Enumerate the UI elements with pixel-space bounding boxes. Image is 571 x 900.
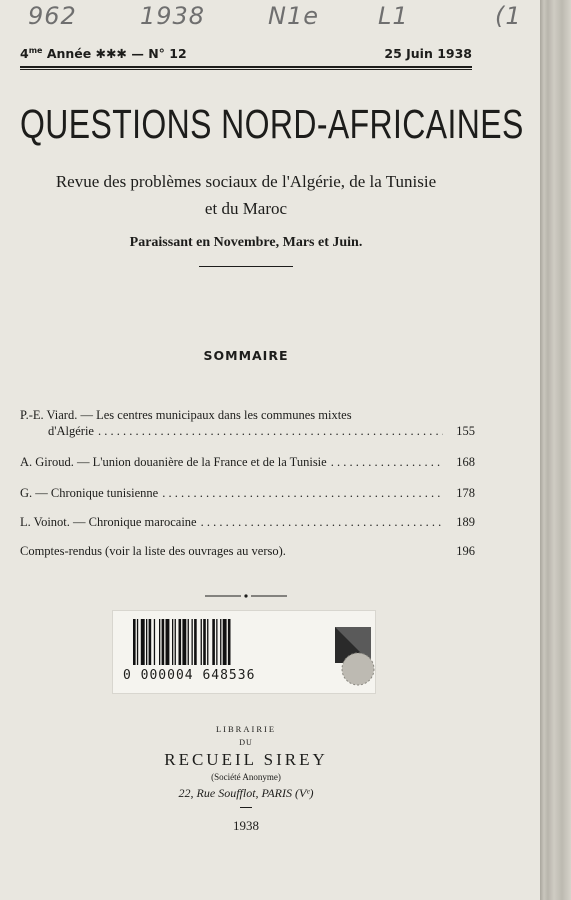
publisher-address: 22, Rue Soufflot, PARIS (Vᵉ) [178, 786, 314, 800]
dot-leader [98, 424, 443, 439]
toc-entry-3 [20, 486, 475, 501]
handwritten-volume: (1 [495, 2, 522, 30]
publisher-dash [240, 807, 252, 808]
toc-page-number: 155 [456, 424, 475, 438]
toc-page-number: 168 [456, 455, 475, 469]
publisher-du: DU [239, 738, 253, 747]
toc-page-number: 196 [456, 544, 475, 558]
toc-entry-1 [20, 408, 475, 423]
toc-entry-text: P.-E. Viard. — Les centres municipaux dans les communes mixtes [20, 408, 352, 422]
journal-title: QUESTIONS NORD-AFRICAINES [20, 101, 524, 147]
header-rule-thin [20, 69, 472, 70]
header-rule [20, 66, 472, 68]
toc-page-number: 189 [456, 515, 475, 529]
publisher-label: LIBRAIRIE [215, 724, 277, 734]
library-barcode-label [112, 610, 376, 694]
toc-entry-text: L. Voinot. — Chronique marocaine [20, 515, 197, 529]
toc-entry-text: Comptes-rendus (voir la liste des ouvrages au verso). [20, 544, 286, 558]
toc-entry-text: A. Giroud. — L'union douanière de la France et de la Tunisie [20, 455, 327, 469]
handwritten-year: 1938 [140, 2, 206, 30]
toc-page-number: 178 [456, 486, 475, 500]
page-edge [540, 0, 571, 900]
publisher-name: RECUEIL SIREY [164, 750, 328, 769]
issue-line [20, 46, 472, 61]
toc-entry-text: d'Algérie [48, 424, 94, 438]
toc-entry-2 [20, 455, 475, 470]
toc-entry-1-continuation [48, 424, 475, 439]
issue-year: 4 [20, 46, 29, 62]
handwritten-issue: N1e [268, 2, 319, 30]
toc-entry-5 [20, 544, 475, 559]
issue-date: 25 Juin 1938 [384, 46, 472, 61]
issue-year-suffix: me [28, 46, 43, 55]
journal-subtitle-line1: Revue des problèmes sociaux de l'Algérie, de la Tunisie [55, 172, 437, 191]
dot-leader [162, 486, 443, 501]
publication-year: 1938 [233, 818, 259, 833]
issue-info [20, 46, 187, 61]
issue-label: Année ✱✱✱ — N° 12 [42, 46, 187, 62]
title-divider [199, 266, 293, 267]
handwritten-copy: L1 [378, 2, 409, 30]
toc-entry-text: G. — Chronique tunisienne [20, 486, 159, 500]
publisher-status: (Société Anonyme) [211, 772, 281, 782]
publication-frequency: Paraissant en Novembre, Mars et Juin. [129, 235, 363, 250]
handwritten-code: 962 [28, 2, 77, 30]
barcode-number: 0 000004 648536 [123, 668, 256, 683]
dot-leader [201, 515, 443, 530]
ornament-divider-icon [205, 592, 287, 600]
toc-entry-4 [20, 515, 475, 530]
journal-subtitle-line2: et du Maroc [204, 199, 288, 218]
dot-leader [331, 455, 443, 470]
summary-heading: SOMMAIRE [203, 348, 289, 363]
